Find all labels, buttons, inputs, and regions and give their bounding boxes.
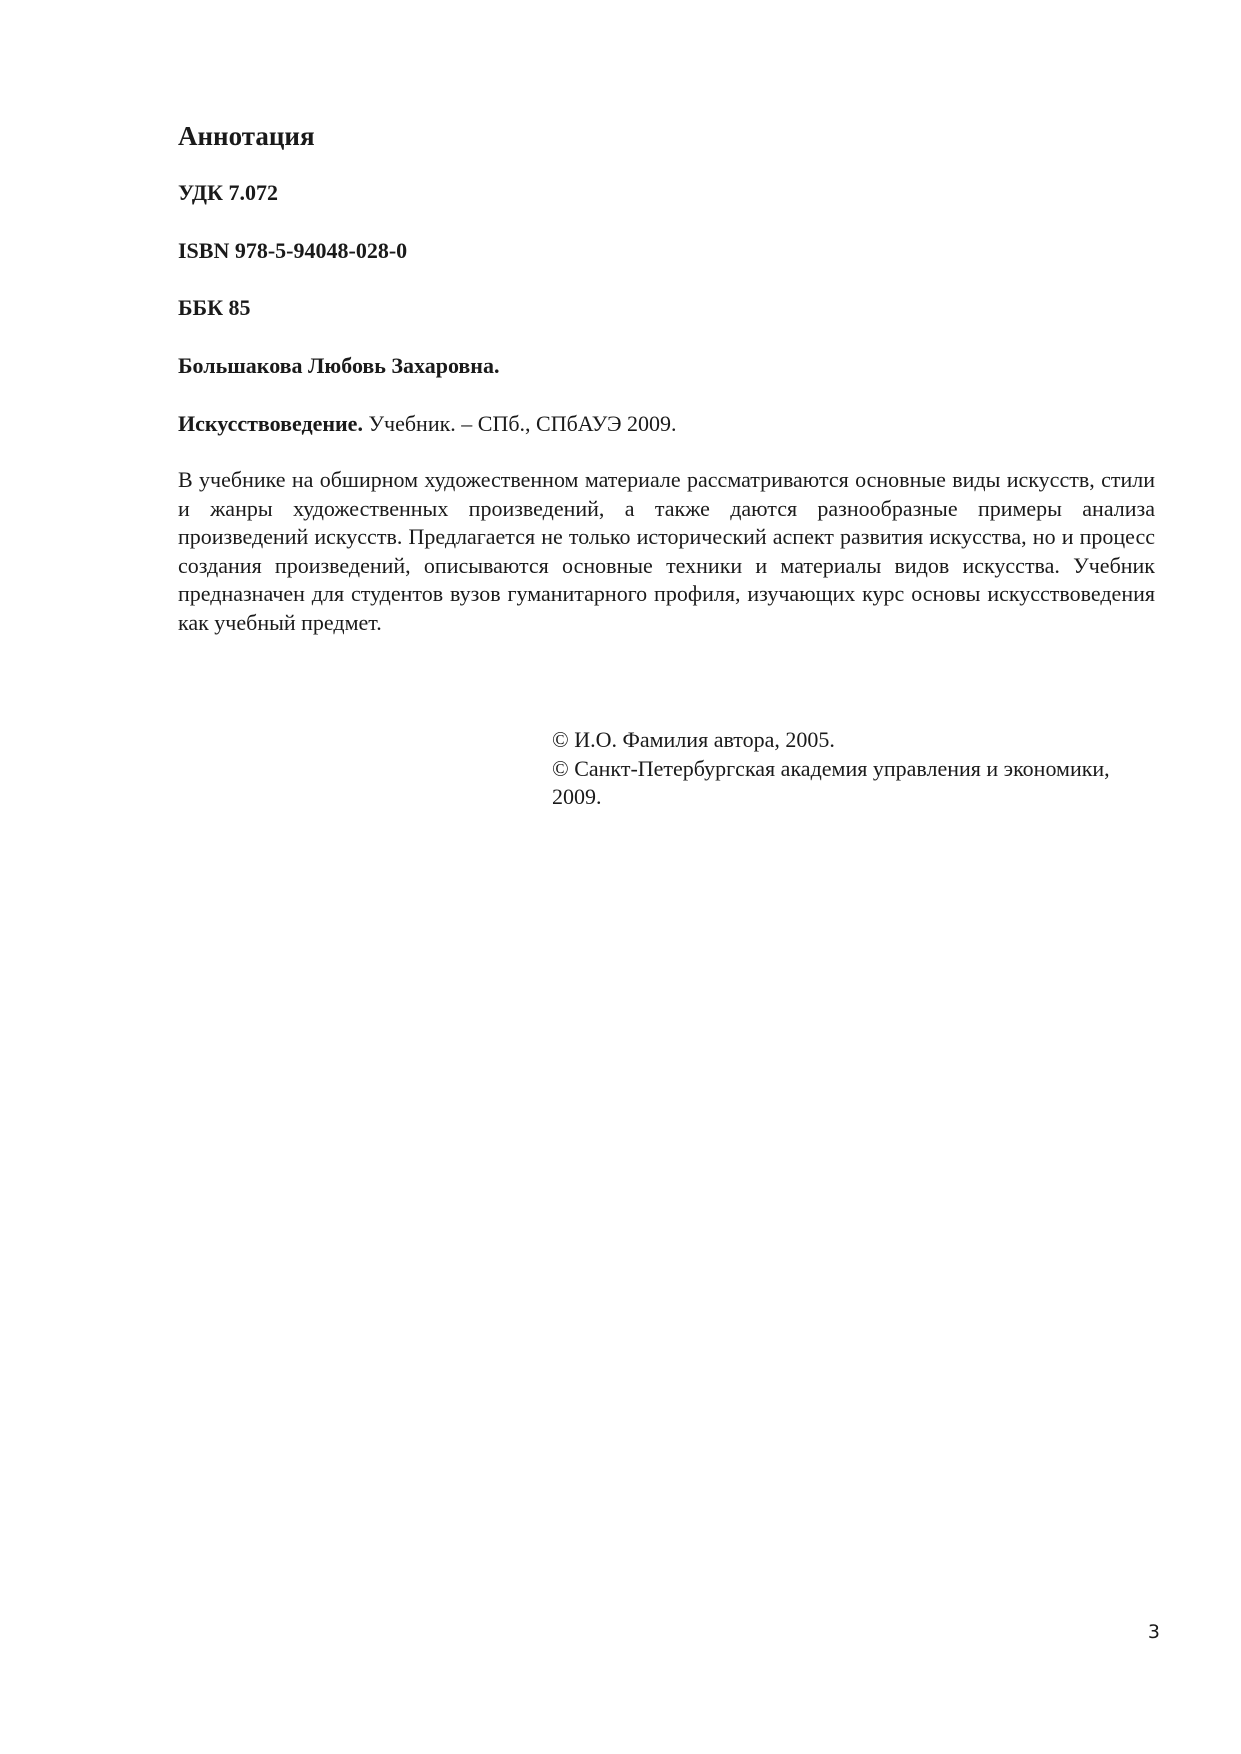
bbk-code: ББК 85 bbox=[178, 295, 251, 320]
copyright-block bbox=[552, 726, 1112, 812]
publication-details: Учебник. – СПб., СПбАУЭ 2009. bbox=[362, 411, 677, 436]
copyright-publisher: © Санкт-Петербургская академия управления и экономики, 2009. bbox=[552, 755, 1110, 810]
book-citation bbox=[178, 410, 677, 438]
annotation-heading: Аннотация bbox=[178, 121, 315, 151]
book-title: Искусствоведение. bbox=[178, 411, 363, 436]
isbn-code: ISBN 978-5-94048-028-0 bbox=[178, 238, 408, 263]
author-name: Большакова Любовь Захаровна. bbox=[178, 353, 500, 378]
copyright-author: © И.О. Фамилия автора, 2005. bbox=[552, 727, 835, 752]
page-number: 3 bbox=[1147, 1621, 1160, 1643]
udk-code: УДК 7.072 bbox=[178, 180, 279, 205]
abstract-paragraph: В учебнике на обширном художественном материале рассматриваются основные виды искусств, стили и жанры художественных произведений, а также даются разнообразные примеры анализа произведений искусств. Предлагается не только исторический аспект развития искусства, но и процесс создания произведений, описываются основные техники и материалы видов искусства. Учебник предназначен для студентов вузов гуманитарного профиля, изучающих курс основы искусствоведения как учебный предмет. bbox=[178, 467, 1155, 635]
